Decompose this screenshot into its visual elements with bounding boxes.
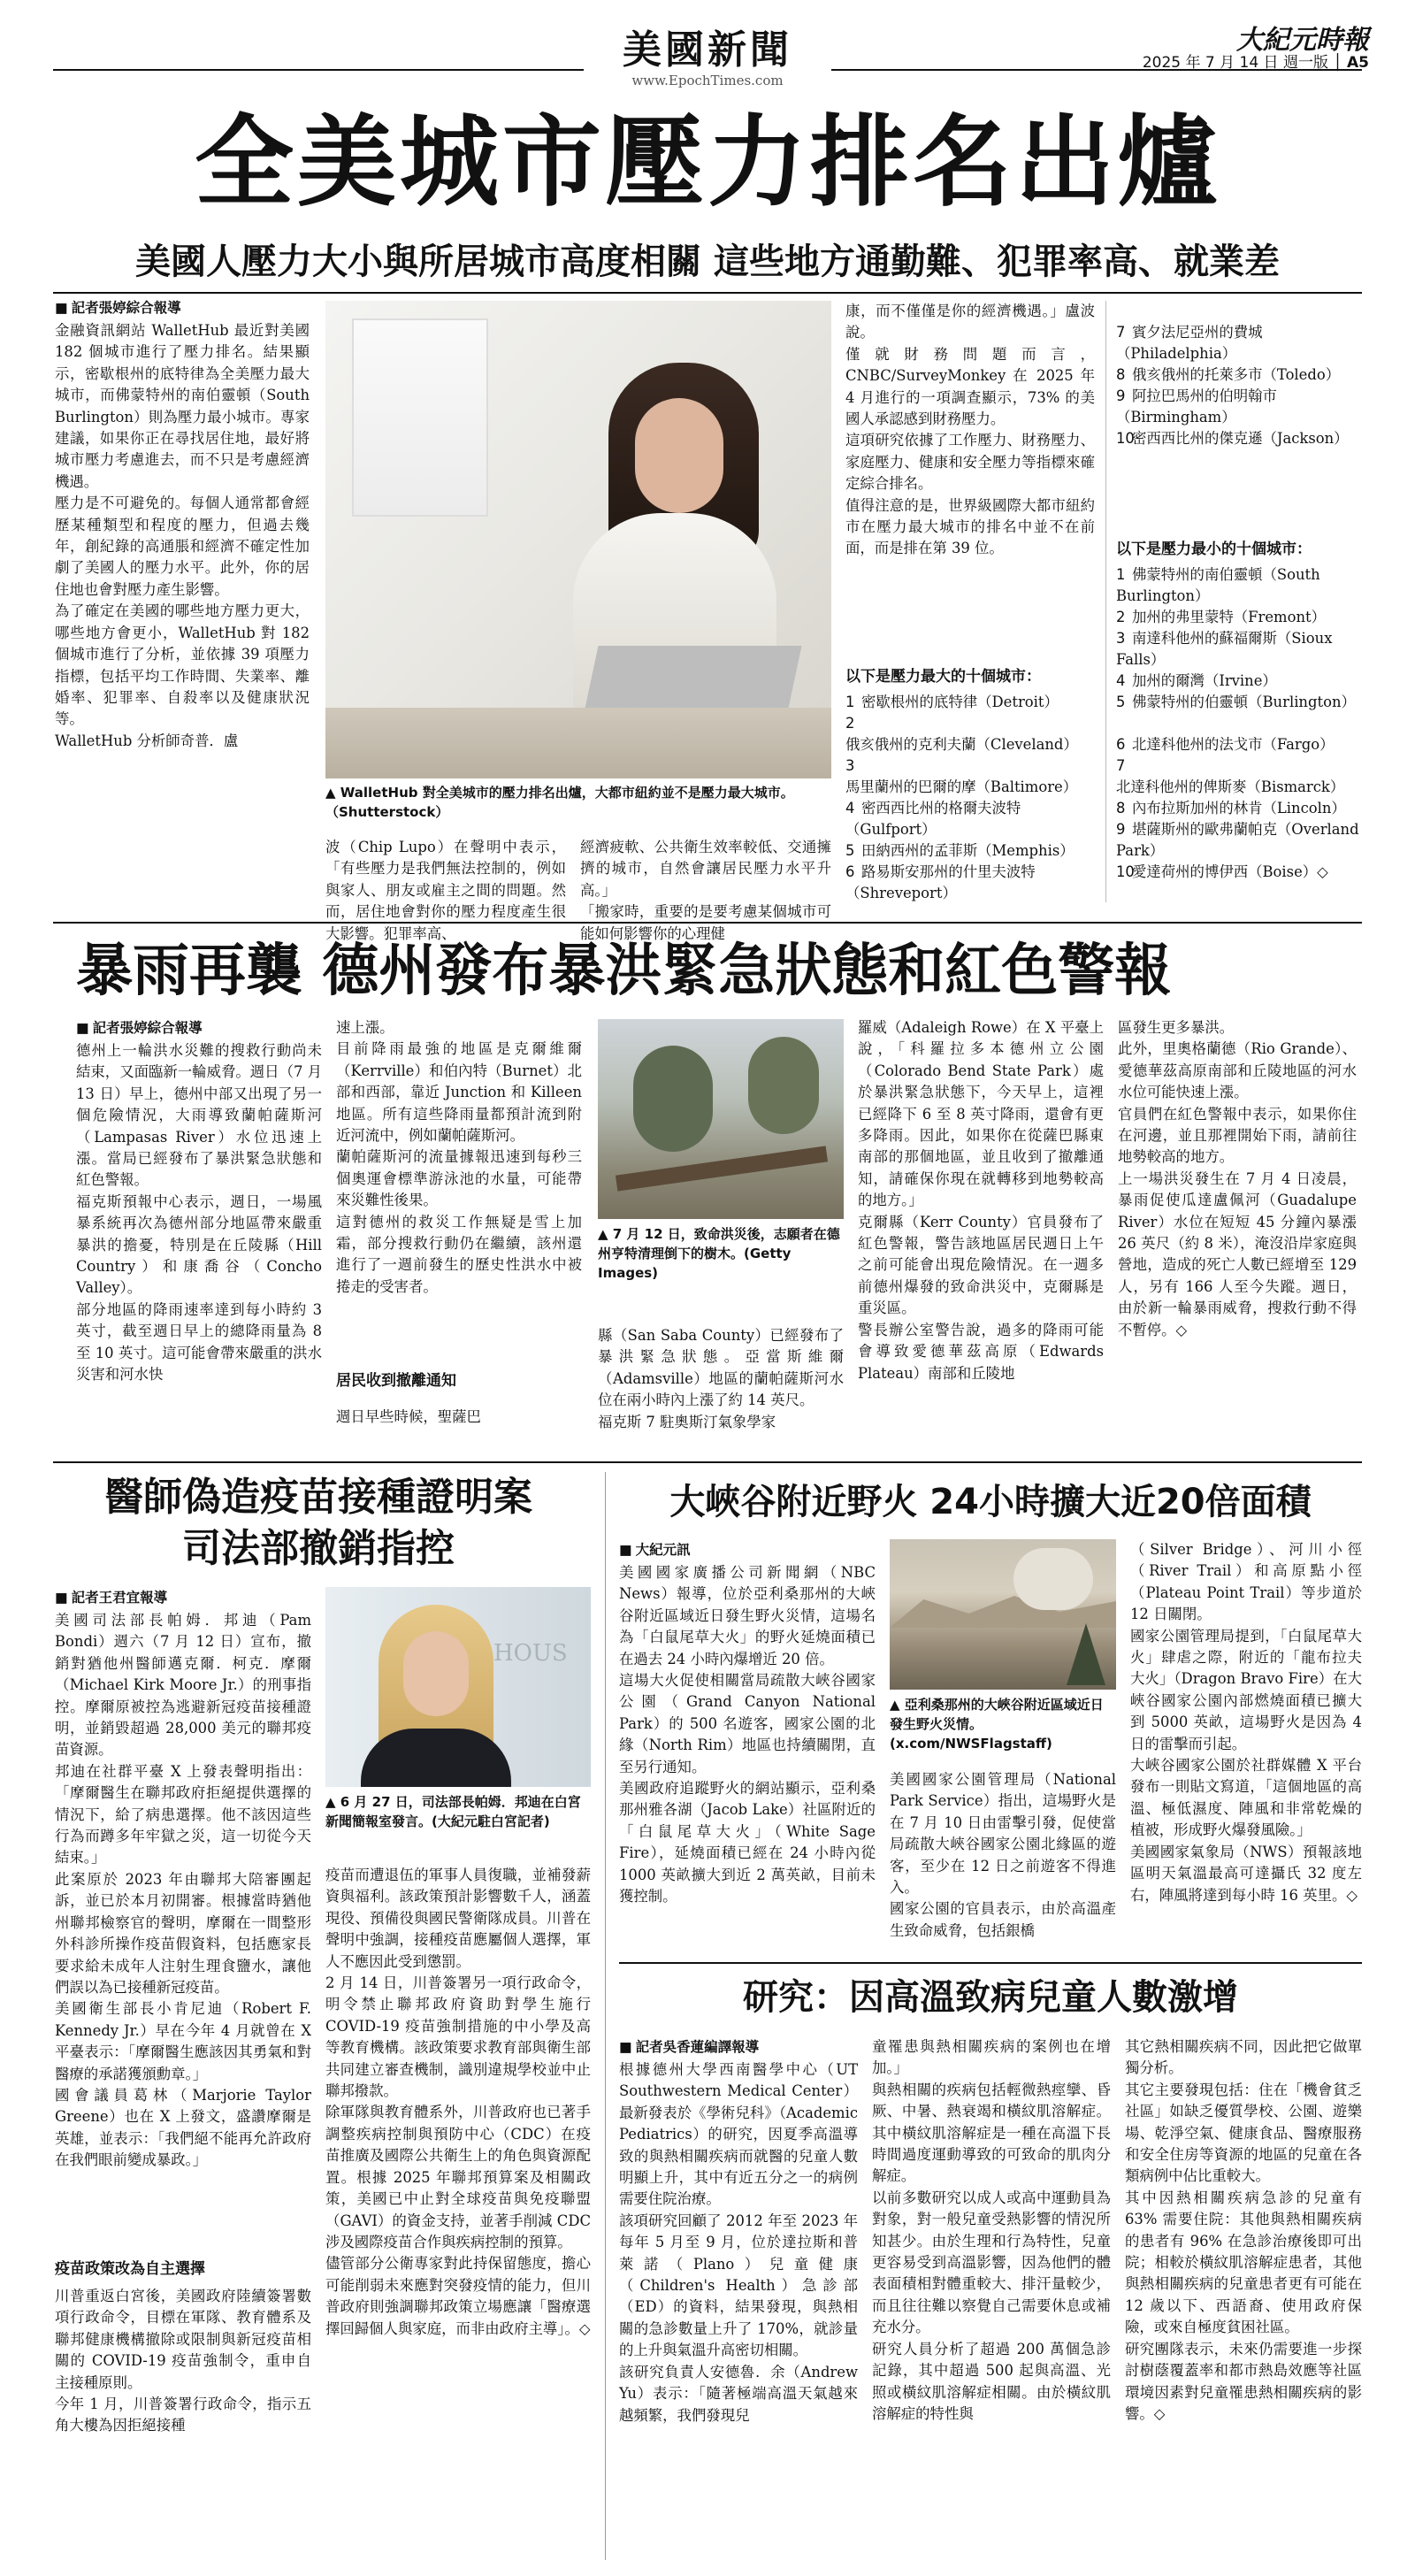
a2-box-bottom: [53, 1461, 1362, 1463]
a1-photo: [325, 301, 831, 778]
a1-list-least-title: 以下是壓力最小的十個城市：: [1116, 540, 1312, 558]
most-item: 1 密歇根州的底特律（Detroit）: [845, 694, 1059, 710]
pine-tree-shape: [1067, 1623, 1105, 1685]
a3-byline: ■ 記者王君宜報導: [55, 1587, 311, 1608]
a1-col2: 波（Chip Lupo）在聲明中表示，「有些壓力是我們無法控制的，例如與家人、朋友或雇主之間的問題。然而，居住地會對你的壓力程度產生很大影響。犯罪率高、: [325, 839, 566, 942]
a5-col2: 童罹患與熱相關疾病的案例也在增加。」 與熱相關的疾病包括輕微熱痙攣、昏厥、中暑、熱衰竭和橫紋肌溶解症。其中橫紋肌溶解症是一種在高溫下長時間過度運動導致的可致命的肌肉分解症。 以前多數研究以成人或高中運動員為對象，對一般兒童受熱影響的情況所知甚少。由於生理和行為特性，兒童更容易受到高溫影響，因為他們的體表面積相對體重較大、排汗量較少，而且往往難以察覺自己需要休息或補充水分。 研究人員分析了超過 200 萬個急診記錄，其中超過 500 起與高溫、光照或橫紋肌溶解症相關。由於橫紋肌溶解症的特性與: [872, 2038, 1111, 2422]
a2-col2: 速上漲。 目前降雨最強的地區是克爾維爾（Kerrville）和伯內特（Burnet）北部和西部，靠近 Junction 和 Killeen 地區。所有這些降雨量都預計流到附近河流中，例如蘭帕薩斯河。 蘭帕薩斯河的流量據報迅速到每秒三個奧運會標準游泳池的水量，可能帶來災難性後果。 這對德州的救災工作無疑是雪上加霜，部分搜救行動仍在繼續，該州還進行了一週前發生的歷史性洪水中被捲走的受害者。: [336, 1019, 582, 1295]
a5-headline: 研究：因高溫致病兒童人數激增: [743, 1977, 1238, 2018]
a3-subhead: 疫苗政策改為自主選擇: [55, 2260, 205, 2278]
a2-col4: 羅威（Adaleigh Rowe）在 X 平臺上說，「科羅拉多本德州立公園（Colorado Bend State Park）處於暴洪緊急狀態下，今天早上，這裡已經降下 6 至 8 英寸降雨，還會有更多降雨。因此，如果你在從薩巴縣東南部的那個地區，並且收到了撤離通知，請確保你現在就轉移到地勢較高的地方。」 克爾縣（Kerr County）官員發布了紅色警報，警告該地區居民週日上午之前可能會出現危險情況。在一週多前德州爆發的致命洪災中，克爾縣是重災區。 警長辦公室警告說，過多的降雨可能會導致愛德華茲高原（Edwards Plateau）南部和丘陵地: [858, 1019, 1104, 1382]
least-item: 1 佛蒙特州的南伯靈頓（South Burlington）: [1116, 566, 1320, 605]
a5-byline: ■ 記者吳香蓮編譯報導: [619, 2036, 884, 2058]
site-url: www.EpochTimes.com: [631, 73, 784, 88]
a1-subhead: 美國人壓力大小與所居城市高度相關 這些地方通勤難、犯罪率高、就業差: [135, 242, 1280, 282]
a5-col1: 根據德州大學西南醫學中心（UT Southwestern Medical Center）最新發表於《學術兒科》（Academic Pediatrics）的研究，因夏季高溫導致的與熱相關疾病而就醫的兒童人數明顯上升，其中有近五分之一的病例需要住院治療。 該項研究回顧了 2012 年至 2023 年每年 5 月至 9 月，位於達拉斯和普萊諾（Plano）兒童健康（Children's Health）急診部（ED）的資料，結果發現，與熱相關的急診數量上升了 170%，就診量的上升與氣溫升高密切相關。 該研究負責人安德魯．余（Andrew Yu）表示：「隨著極端高溫天氣越來越頻繁，我們發現兒: [619, 2061, 858, 2424]
a4-col1: 美國國家廣播公司新聞網（NBC News）報導，位於亞利桑那州的大峽谷附近區域近日發生野火災情，這場名為「白鼠尾草大火」的野火延燒面積已在過去 24 小時內爆增近 20 倍。 這場大火促使相關當局疏散大峽谷國家公園（Grand Canyon National Park）的 500 名遊客，國家公園的北緣（North Rim）地區也持續關閉，直至另行通知。 美國政府追蹤野火的網站顯示，亞利桑那州雅各湖（Jacob Lake）社區附近的「白鼠尾草大火」（White Sage Fire），延燒面積已經在 24 小時內從 1000 英畝擴大到近 2 萬英畝，目前未獲控制。: [619, 1564, 876, 1905]
least-item: 8 內布拉斯加州的林肯（Lincoln）: [1116, 800, 1346, 816]
a1-photo-caption: ▲ WalletHub 對全美城市的壓力排名出爐，大都市紐約並不是壓力最大城市。（Shutterstock）: [325, 785, 794, 820]
section-vertical-divider: [605, 1472, 606, 2560]
most-item: 3馬里蘭州的巴爾的摩（Baltimore）: [845, 757, 1078, 796]
a3-col1: 美國司法部長帕姆．邦迪（Pam Bondi）週六（7 月 12 日）宣布，撤銷對猶他州醫師邁克爾．柯克．摩爾（Michael Kirk Moore Jr.）的刑事指控。摩爾原被控為逃避新冠疫苗接種證明，並銷毀超過 28,000 美元的聯邦疫苗資源。 邦迪在社群平臺 X 上發表聲明指出：「摩爾醫生在聯邦政府拒絕提供選擇的情況下，給了病患選擇。他不該因這些行為而蹲多年牢獄之災，這一切從今天結束。」 此案原於 2023 年由聯邦大陪審團起訴，並已於本月初開審。根據當時猶他州聯邦檢察官的聲明，摩爾在一間整形外科診所操作疫苗假資料，包括應家長要求給未成年人注射生理食鹽水，讓他們誤以為已接種新冠疫苗。 美國衛生部長小肯尼迪（Robert F. Kennedy Jr.）早在今年 4 月就曾在 X 平臺表示：「摩爾醫生應該因其勇氣和對醫療的承諾獲頒勳章。」 國會議員葛林（Marjorie Taylor Greene）也在 X 上發文，盛讚摩爾是英雄，並表示：「我們絕不能再允許政府在我們眼前變成暴政。」: [55, 1612, 311, 2169]
least-item: 2 加州的弗里蒙特（Fremont）: [1116, 609, 1326, 625]
fallen-tree-shape: [616, 1146, 828, 1191]
date-text: 2025 年 7 月 14 日 週一版: [1142, 54, 1328, 72]
a2-photo: [598, 1019, 844, 1219]
section-title: 美國新聞: [623, 27, 792, 73]
a3-col1b: 川普重返白宮後，美國政府陸續簽署數項行政命令，目標在軍隊、教育體系及聯邦健康機構撤除或限制與新冠疫苗相關的 COVID-19 疫苗強制令，重申自主接種原則。 今年 1 月，川普簽署行政命令，指示五角大樓為因拒絕接種: [55, 2288, 311, 2434]
a1-col3: 經濟疲軟、公共衛生效率較低、交通擁擠的城市，自然會讓居民壓力水平升高。」 「搬家時，重要的是要考慮某個城市可能如何影響你的心理健: [580, 839, 831, 942]
tree-shape: [633, 1046, 713, 1152]
a2-byline: ■ 記者張婷綜合報導: [76, 1017, 333, 1039]
least-item: 4 加州的爾灣（Irvine）: [1116, 672, 1277, 689]
a2-col1: 德州上一輪洪水災難的搜救行動尚未結束，又面臨新一輪威脅。週日（7 月 13 日）早上，德州中部又出現了另一個危險情況，大雨導致蘭帕薩斯河（Lampasas River）水位迅速上漲。當局已經發布了暴洪緊急狀態和紅色警報。 福克斯預報中心表示，週日，一場風暴系統再次為德州部分地區帶來嚴重暴洪的擔憂，特別是在丘陵縣（Hill Country）和康喬谷（Concho Valley）。 部分地區的降雨速率達到每小時約 3 英寸，截至週日早上的總降雨量為 8 至 10 英寸。這可能會帶來嚴重的洪水災害和河水快: [76, 1042, 322, 1384]
a3-col2b: 疫苗而遭退伍的軍事人員復職，並補發薪資與福利。該政策預計影響數千人，涵蓋現役、預備役與國民警衛隊成員。川普在聲明中強調，接種疫苗應屬個人選擇，軍人不應因此受到懲罰。 2 月 14 日，川普簽署另一項行政命令，明令禁止聯邦政府資助對學生施行 COVID-19 疫苗強制措施的中小學及高等教育機構。該政策要求教育部與衛生部共同建立審查機制，識別違規學校並中止聯邦撥款。 除軍隊與教育體系外，川普政府也已著手調整疾病控制與預防中心（CDC）在疫苗推廣及國際公共衛生上的角色與資源配置。根據 2025 年聯邦預算案及相關政策，美國已中止對全球疫苗與免疫聯盟（GAVI）的資金支持，並著手削減 CDC 涉及國際疫苗合作與疾病控制的預算。 儘管部分公衛專家對此持保留態度，擔心可能削弱未來應對突發疫情的能力，但川普政府則強調聯邦政策立場應讓「醫療選擇回歸個人與家庭，而非由政府主導」。◇: [325, 1867, 591, 2337]
least-item: 9 堪薩斯州的歐弗蘭帕克（Overland Park）: [1116, 821, 1359, 860]
a1-list-most-cont: [1116, 301, 1360, 531]
a4-byline: ■ 大紀元訊: [619, 1539, 876, 1560]
a3-photo: [325, 1587, 591, 1787]
a3-headline-line2: 司法部撤銷指控: [182, 1526, 455, 1571]
page-number: A5: [1347, 54, 1369, 72]
a3-headline-line1: 醫師偽造疫苗接種證明案: [104, 1475, 532, 1520]
most-item: 9 阿拉巴馬州的伯明翰市（Birmingham）: [1116, 387, 1277, 426]
a3-photo-caption: ▲ 6 月 27 日，司法部長帕姆．邦迪在白宮新聞簡報室發言。(大紀元駐白宮記者): [325, 1794, 581, 1829]
most-item: 2俄亥俄州的克利夫蘭（Cleveland）: [845, 715, 1078, 754]
a5-col3: 其它熱相關疾病不同，因此把它做單獨分析。 其它主要發現包括：住在「機會貧乏社區」如缺乏優質學校、公園、遊樂場、乾淨空氣、健康食品、醫療服務和安全住房等資源的地區的兒童在各類病例中佔比重較大。 其中因熱相關疾病急診的兒童有 63% 需要住院：其他與熱相關疾病的患者有 96% 在急診治療後即可出院；相較於橫紋肌溶解症患者，其他與熱相關疾病的兒童患者更有可能在 12 歲以下、西語裔、使用政府保險，或來自極度貧困社區。 研究團隊表示，未來仍需要進一步探討樹蔭覆蓋率和都市熱島效應等社區環境因素對兒童罹患熱相關疾病的影響。◇: [1125, 2038, 1362, 2422]
a1-byline: ■ 記者張婷綜合報導: [55, 297, 311, 318]
a1-col-divider: [1105, 301, 1106, 902]
least-item: 7北達科他州的俾斯麥（Bismarck）: [1116, 757, 1345, 796]
a2-photo-caption: ▲ 7 月 12 日，致命洪災後，志願者在德州亨特清理倒下的樹木。(Getty Images): [598, 1226, 840, 1281]
most-item: 4 密西西比州的格爾夫波特（Gulfport）: [845, 800, 1021, 839]
a4-headline: 大峽谷附近野火 24小時擴大近20倍面積: [669, 1482, 1312, 1522]
speaker-face-shape: [403, 1631, 469, 1716]
least-item: 6 北達科他州的法戈市（Fargo）: [1116, 736, 1335, 753]
most-item: 10密西西比州的傑克遜（Jackson）: [1116, 430, 1349, 447]
least-item: 5 佛蒙特州的伯靈頓（Burlington）: [1116, 694, 1356, 710]
desk-shape: [325, 708, 831, 778]
a1-col1: 金融資訊網站 WalletHub 最近對美國 182 個城市進行了壓力排名。結果顯示，密歇根州的底特律為全美壓力最大城市，而佛蒙特州的南伯靈頓（South Burlington）則為壓力最小城市。專家建議，如果你正在尋找居住地，最好將城市壓力考慮進去，而不只是考慮經濟機遇。 壓力是不可避免的。每個人通常都會經歷某種類型和程度的壓力，但過去幾年，創紀錄的高通脹和經濟不確定性加劇了美國人的壓力水平。此外，你的居住地也會對壓力產生影響。 為了確定在美國的哪些地方壓力更大，哪些地方會更小，WalletHub 對 182 個城市進行了分析，並依據 39 項壓力指標，包括平均工作時間、失業率、離婚率、犯罪率、自殺率以及健康狀況等。 WalletHub 分析師奇普．盧: [55, 322, 310, 749]
least-item: 10愛達荷州的博伊西（Boise）◇: [1116, 863, 1328, 880]
a2-col2b: 週日早些時候，聖薩巴: [336, 1408, 481, 1425]
a4-photo: [890, 1539, 1116, 1690]
backdrop-text-shape: HOUS: [493, 1640, 568, 1667]
a2-headline: 暴雨再襲 德州發布暴洪緊急狀態和紅色警報: [76, 939, 1172, 1004]
divider-bar: │: [1333, 54, 1347, 72]
window-shape: [352, 318, 488, 517]
most-item: 7 賓夕法尼亞州的費城（Philadelphia）: [1116, 324, 1263, 363]
a2-box-top: [53, 922, 1362, 924]
least-item: 3 南達科他州的蘇福爾斯（Sioux Falls）: [1116, 630, 1333, 669]
tree-shape: [748, 1037, 819, 1134]
a2-subhead: 居民收到撤離通知: [336, 1372, 456, 1390]
a1-col4: 康，而不僅僅是你的經濟機遇。」盧波說。 僅就財務問題而言，CNBC/SurveyMonkey 在 2025 年 4 月進行的一項調查顯示，73% 的美國人承認感到財務壓力。 這項研究依據了工作壓力、財務壓力、家庭壓力、健康和安全壓力等指標來確定綜合排名。 值得注意的是，世界級國際大都市紐約市在壓力最大城市的排名中並不在前面，而是排在第 39 位。: [845, 303, 1095, 557]
issue-date: [1017, 50, 1369, 72]
a4-col3: （Silver Bridge）、河川小徑（River Trail）和高原點小徑（Plateau Point Trail）等步道於 12 日關閉。 國家公園管理局提到，「白鼠尾草大火」肆虐之際，附近的「龍布拉夫大火」（Dragon Bravo Fire）在大峽谷國家公園內部燃燒面積已擴大到 5000 英畝，這場野火是因為 4 日的雷擊而引起。 大峽谷國家公園於社群媒體 X 平台發布一則貼文寫道，「這個地區的高溫、極低濕度、陣風和非常乾燥的植被，形成野火爆發風險。」 美國國家氣象局（NWS）預報該地區明天氣溫最高可達攝氏 32 度左右，陣風將達到每小時 16 英里。◇: [1130, 1541, 1362, 1904]
smoke-plume-shape: [1013, 1548, 1093, 1610]
a2-col3b: 縣（San Saba County）已經發布了暴洪緊急狀態。亞當斯維爾（Adamsville）地區的蘭帕薩斯河水位在兩小時內上漲了約 14 英尺。 福克斯 7 駐奧斯汀氣象學家: [598, 1327, 844, 1430]
a1-headline: 全美城市壓力排名出爐: [195, 105, 1220, 220]
laptop-shape: [583, 646, 801, 717]
a4-photo-caption: ▲ 亞利桑那州的大峽谷附近區域近日發生野火災情。(x.com/NWSFlagstaff): [890, 1697, 1104, 1752]
a1-list-least: [1116, 564, 1360, 909]
most-item: 8 俄亥俄州的托萊多市（Toledo）: [1116, 366, 1341, 383]
a4-bottom-rule: [619, 1962, 1362, 1964]
a4-col2b: 美國國家公園管理局（National Park Service）指出，這場野火是在 7 月 10 日由雷擊引發，促使當局疏散大峽谷國家公園北緣區的遊客，至少在 12 日之前遊客不得進入。 國家公園的官員表示，由於高溫產生致命威脅，包括銀橋: [890, 1771, 1116, 1939]
a1-list-most-title: 以下是壓力最大的十個城市：: [845, 668, 1041, 686]
newspaper-logo: 大紀元時報: [1236, 25, 1369, 56]
most-item: 6 路易斯安那州的什里夫波特（Shreveport）: [845, 863, 1036, 902]
most-item: 5 田納西州的孟菲斯（Memphis）: [845, 842, 1075, 859]
a2-col5: 區發生更多暴洪。 此外，里奧格蘭德（Rio Grande）、愛德華茲高原南部和丘陵地區的河水水位可能快速上漲。 官員們在紅色警報中表示，如果你住在河邊，並且那裡開始下雨，請前往地勢較高的地方。 上一場洪災發生在 7 月 4 日凌晨，暴雨促使瓜達盧佩河（Guadalupe River）水位在短短 45 分鐘內暴漲 26 英尺（約 8 米），淹沒沿岸家庭與營地，造成的死亡人數已經增至 129 人，另有 166 人至今失蹤。週日，由於新一輪暴雨威脅，搜救行動不得不暫停。◇: [1118, 1019, 1357, 1338]
a1-top-rule: [53, 292, 1362, 294]
woman-face-shape: [635, 398, 723, 513]
masthead-rule-left: [53, 69, 584, 71]
